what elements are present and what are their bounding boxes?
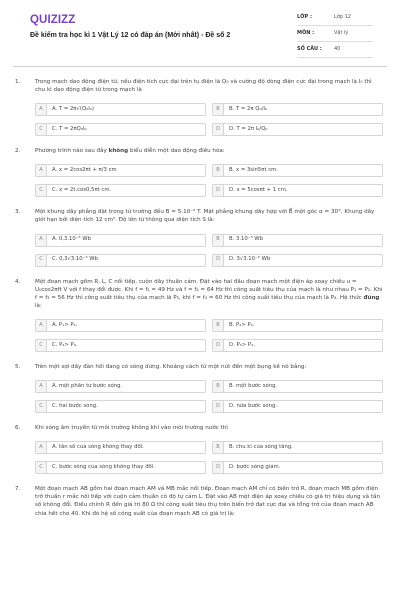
question-text: Một đoạn mạch AB gồm hai đoạn mạch AM và MB mắc nối tiếp. Đoạn mạch AM chỉ có biến trở R, đoạn mạch MB gồm điện trở thuần r mắc nối tiếp với cuộn cảm thuần có độ tự cảm L. Đặt vào AB một điện áp xoay chiều có giá trị hiệu dụng và tần số không đổi. Điều chỉnh R đến giá trị 80 Ω thì công suất tiêu thụ trên biến trở đạt cực đại và tổng trở của đoạn mạch AB chia hết cho 40. Khi đó hệ số công suất của đoạn mạch AB có giá trị là: xyxy=(35,486,381,517)
question-7 xyxy=(13,485,387,517)
question-text-part: Một đoạn mạch gồm R, L, C nối tiếp, cuộn dây thuần cảm. Đặt vào hai đầu đoạn mạch một điện áp xoay chiều u = U₀cos2πft V với f thay đổi được. Khi f = f₁ = 49 Hz và f = f₂ = 64 Hz thì công suất tiêu thụ của mạch là như nhau P₁ = P₂. Khi f = f₃ = 56 Hz thì công suất tiêu thụ của mạch là P₃, khi f = f₄ = 60 Hz thì công suất tiêu thụ của mạch là P₄. Hệ thức xyxy=(35,278,383,301)
worksheet-header xyxy=(13,0,387,70)
answer-option-b[interactable] xyxy=(212,103,383,116)
question-number: 1. xyxy=(15,79,21,85)
option-text: A. 0,3.10⁻⁵ Wb xyxy=(52,236,91,243)
option-letter-badge: C xyxy=(36,401,47,412)
answer-option-c[interactable] xyxy=(35,123,206,136)
option-letter-badge: B xyxy=(213,381,224,392)
answer-option-d[interactable] xyxy=(212,461,383,474)
option-text: A. tần số của sóng không thay đổi. xyxy=(52,443,144,450)
meta-label: SỐ CÂU : xyxy=(297,45,322,52)
option-letter-badge: D xyxy=(213,185,224,196)
question-text: Khi sóng âm truyền từ môi trường không khí vào môi trường nước thì xyxy=(35,425,228,432)
option-letter-badge: A xyxy=(36,165,47,176)
option-letter-badge: D xyxy=(213,255,224,266)
question-text: Một khung dây phẳng đặt trong từ trường đều B = 5.10⁻² T. Mặt phẳng khung dây hợp với B⃗ một góc α = 30°. Khung dây giới hạn bởi diện tích 12 cm². Độ lớn từ thông qua diện tích S là: xyxy=(35,209,375,224)
option-text: B. 3.10⁻⁵ Wb xyxy=(229,236,263,243)
worksheet-meta xyxy=(297,10,373,58)
quizizz-logo: QUIZIZZ xyxy=(30,14,76,26)
option-text: B. x = 3sin5πt cm. xyxy=(229,166,278,173)
question-text: Trong mạch dao động điện từ, nếu điện tích cực đại trên tụ điện là Q₀ và cường độ dòng điện cực đại trong mạch là I₀ thì chu kì dao động điện từ trong mạch là xyxy=(35,79,372,94)
answer-options xyxy=(35,164,383,197)
question-3 xyxy=(13,208,387,266)
answer-option-b[interactable] xyxy=(212,234,383,247)
option-letter-badge: A xyxy=(36,104,47,115)
option-letter-badge: D xyxy=(213,340,224,351)
answer-options xyxy=(35,234,383,267)
option-letter-badge: D xyxy=(213,401,224,412)
question-text xyxy=(35,147,383,155)
answer-option-b[interactable] xyxy=(212,164,383,177)
option-letter-badge: C xyxy=(36,340,47,351)
question-text: Trên một sợi dây đàn hồi đang có sóng dừng. Khoảng cách từ một nút đến một bụng kề nó bằng: xyxy=(35,363,307,370)
answer-options xyxy=(35,103,383,136)
option-letter-badge: A xyxy=(36,320,47,331)
question-text xyxy=(35,278,383,310)
question-text-part: Phương trình nào sau đây xyxy=(35,148,109,155)
answer-option-d[interactable] xyxy=(212,339,383,352)
option-text: D. 3√3.10⁻⁵ Wb xyxy=(229,256,271,263)
answer-option-c[interactable] xyxy=(35,461,206,474)
meta-value: Vật lý xyxy=(334,29,349,36)
question-6 xyxy=(13,424,387,474)
answer-options xyxy=(35,380,383,413)
question-text-part: biểu diễn một dao động điều hòa: xyxy=(128,148,225,155)
answer-option-a[interactable] xyxy=(35,103,206,116)
option-text: C. 0,3√3.10⁻⁵ Wb xyxy=(52,256,98,263)
question-list xyxy=(13,78,387,529)
question-number: 2. xyxy=(15,148,21,155)
answer-option-c[interactable] xyxy=(35,184,206,197)
answer-option-a[interactable] xyxy=(35,234,206,247)
option-letter-badge: C xyxy=(36,124,47,135)
question-number: 3. xyxy=(15,209,21,216)
option-text: C. P₄> P₃. xyxy=(52,341,78,348)
option-text: B. T = 2π Q₀/I₀ xyxy=(229,105,268,112)
question-2 xyxy=(13,147,387,197)
option-letter-badge: B xyxy=(213,165,224,176)
answer-option-b[interactable] xyxy=(212,319,383,332)
option-text: C. bước sóng của sóng không thay đổi. xyxy=(52,463,155,470)
question-number: 4. xyxy=(15,278,21,285)
option-letter-badge: A xyxy=(36,235,47,246)
meta-label: MÔN : xyxy=(297,29,315,36)
option-letter-badge: A xyxy=(36,381,47,392)
option-text: D. bước sóng giảm. xyxy=(229,463,281,470)
answer-option-c[interactable] xyxy=(35,400,206,413)
answer-option-a[interactable] xyxy=(35,319,206,332)
header-divider xyxy=(13,66,387,67)
answer-options xyxy=(35,441,383,474)
question-text-part: là: xyxy=(35,302,42,309)
answer-option-a[interactable] xyxy=(35,380,206,393)
answer-option-d[interactable] xyxy=(212,254,383,267)
option-letter-badge: C xyxy=(36,185,47,196)
worksheet-title: Đề kiểm tra học kì 1 Vật Lý 12 có đáp án (Mới nhất) - Đề số 2 xyxy=(30,32,231,39)
option-letter-badge: C xyxy=(36,255,47,266)
answer-option-d[interactable] xyxy=(212,123,383,136)
option-text: A. x = 2cos2πt + π/3 cm xyxy=(52,166,117,173)
answer-option-b[interactable] xyxy=(212,441,383,454)
option-text: C. hai bước sóng. xyxy=(52,402,98,409)
answer-option-a[interactable] xyxy=(35,164,206,177)
answer-option-c[interactable] xyxy=(35,254,206,267)
question-number: 5. xyxy=(15,363,21,370)
answer-option-d[interactable] xyxy=(212,184,383,197)
option-text: D. nửa bước sóng. xyxy=(229,402,278,409)
question-text-emphasis: đúng xyxy=(363,294,380,301)
question-1 xyxy=(13,78,387,136)
question-5 xyxy=(13,363,387,413)
option-text: D. x = 5cosπt + 1 cm. xyxy=(229,186,288,193)
option-text: A. một phần tư bước sóng. xyxy=(52,382,123,389)
meta-value: Lớp 12 xyxy=(334,13,351,20)
answer-option-b[interactable] xyxy=(212,380,383,393)
option-letter-badge: B xyxy=(213,104,224,115)
option-text: C. x = 2t.cos0,5πt cm. xyxy=(52,186,112,193)
question-number: 6. xyxy=(15,425,21,432)
option-letter-badge: D xyxy=(213,462,224,473)
answer-option-d[interactable] xyxy=(212,400,383,413)
meta-label: LỚP : xyxy=(297,13,312,20)
meta-row-count xyxy=(297,42,373,58)
meta-value: 40 xyxy=(334,45,341,52)
option-letter-badge: D xyxy=(213,124,224,135)
option-text: D. T = 2π I₀/Q₀ xyxy=(229,125,268,132)
option-text: B. một bước sóng. xyxy=(229,382,278,389)
option-letter-badge: B xyxy=(213,235,224,246)
option-text: A. T = 2π√(Q₀I₀) xyxy=(52,105,94,112)
question-text-emphasis: không xyxy=(108,148,129,155)
option-letter-badge: B xyxy=(213,442,224,453)
answer-options xyxy=(35,319,383,352)
option-letter-badge: C xyxy=(36,462,47,473)
option-text: B. P₂> P₄. xyxy=(229,321,255,328)
option-letter-badge: B xyxy=(213,320,224,331)
answer-option-a[interactable] xyxy=(35,441,206,454)
meta-row-class xyxy=(297,10,373,26)
question-4 xyxy=(13,278,387,352)
option-text: C. T = 2πQ₀I₀ xyxy=(52,125,87,132)
meta-row-subject xyxy=(297,26,373,42)
option-text: B. chu kì của sóng tăng. xyxy=(229,443,293,450)
answer-option-c[interactable] xyxy=(35,339,206,352)
option-letter-badge: A xyxy=(36,442,47,453)
option-text: D. P₃> P₄. xyxy=(229,341,255,348)
option-text: A. P₁> P₃. xyxy=(52,321,78,328)
question-number: 7. xyxy=(15,486,21,493)
